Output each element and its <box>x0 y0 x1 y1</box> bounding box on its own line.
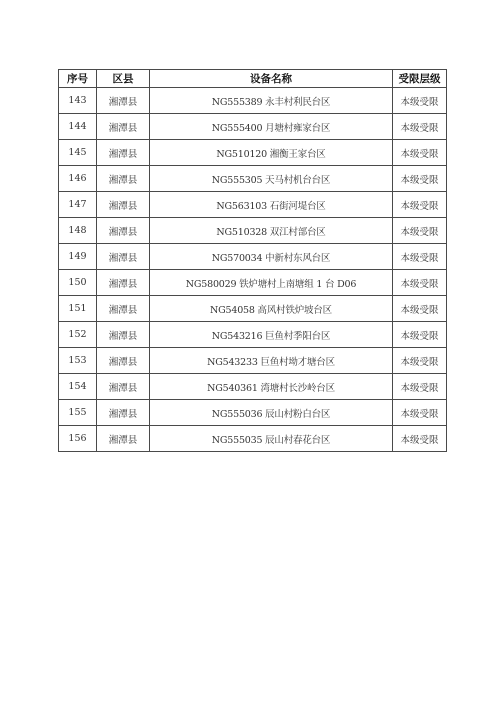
cell-device-name: NG570034 中新村东风台区 <box>150 244 393 270</box>
cell-no: 152 <box>59 322 97 348</box>
table-row <box>59 114 447 140</box>
cell-no: 154 <box>59 374 97 400</box>
cell-county: 湘潭县 <box>97 140 150 166</box>
cell-no: 155 <box>59 400 97 426</box>
table-row <box>59 374 447 400</box>
cell-device-name: NG543216 巨鱼村季阳台区 <box>150 322 393 348</box>
cell-county: 湘潭县 <box>97 400 150 426</box>
table-row <box>59 218 447 244</box>
cell-restriction-level: 本级受限 <box>393 166 447 192</box>
cell-county: 湘潭县 <box>97 270 150 296</box>
cell-restriction-level: 本级受限 <box>393 400 447 426</box>
cell-device-name: NG563103 石街河堤台区 <box>150 192 393 218</box>
cell-restriction-level: 本级受限 <box>393 114 447 140</box>
cell-device-name: NG540361 湾塘村长沙岭台区 <box>150 374 393 400</box>
header-restriction-level: 受限层级 <box>393 70 447 88</box>
cell-no: 153 <box>59 348 97 374</box>
cell-device-name: NG543233 巨鱼村坳才塘台区 <box>150 348 393 374</box>
cell-no: 145 <box>59 140 97 166</box>
cell-restriction-level: 本级受限 <box>393 322 447 348</box>
cell-restriction-level: 本级受限 <box>393 88 447 114</box>
restricted-device-table <box>58 69 447 452</box>
cell-county: 湘潭县 <box>97 426 150 452</box>
table-row <box>59 166 447 192</box>
cell-restriction-level: 本级受限 <box>393 296 447 322</box>
table-row <box>59 322 447 348</box>
cell-no: 156 <box>59 426 97 452</box>
header-device-name: 设备名称 <box>150 70 393 88</box>
cell-county: 湘潭县 <box>97 114 150 140</box>
cell-county: 湘潭县 <box>97 166 150 192</box>
cell-county: 湘潭县 <box>97 244 150 270</box>
cell-no: 148 <box>59 218 97 244</box>
table-body <box>59 88 447 452</box>
table-row <box>59 192 447 218</box>
cell-county: 湘潭县 <box>97 322 150 348</box>
cell-county: 湘潭县 <box>97 192 150 218</box>
table-row <box>59 140 447 166</box>
cell-no: 147 <box>59 192 97 218</box>
cell-device-name: NG580029 铁炉塘村上南塘组 1 台 D06 <box>150 270 393 296</box>
cell-restriction-level: 本级受限 <box>393 426 447 452</box>
cell-no: 149 <box>59 244 97 270</box>
cell-device-name: NG555036 辰山村粉白台区 <box>150 400 393 426</box>
cell-restriction-level: 本级受限 <box>393 348 447 374</box>
cell-county: 湘潭县 <box>97 88 150 114</box>
cell-county: 湘潭县 <box>97 218 150 244</box>
cell-restriction-level: 本级受限 <box>393 140 447 166</box>
cell-no: 144 <box>59 114 97 140</box>
cell-restriction-level: 本级受限 <box>393 218 447 244</box>
cell-device-name: NG555389 永丰村利民台区 <box>150 88 393 114</box>
table-header-row <box>59 70 447 88</box>
cell-restriction-level: 本级受限 <box>393 192 447 218</box>
header-no: 序号 <box>59 70 97 88</box>
cell-no: 143 <box>59 88 97 114</box>
cell-device-name: NG510328 双江村部台区 <box>150 218 393 244</box>
cell-restriction-level: 本级受限 <box>393 270 447 296</box>
cell-restriction-level: 本级受限 <box>393 244 447 270</box>
table-row <box>59 270 447 296</box>
cell-county: 湘潭县 <box>97 348 150 374</box>
table-row <box>59 400 447 426</box>
table-row <box>59 244 447 270</box>
cell-device-name: NG510120 湘衡王家台区 <box>150 140 393 166</box>
cell-device-name: NG555305 天马村机台台区 <box>150 166 393 192</box>
table-row <box>59 88 447 114</box>
cell-county: 湘潭县 <box>97 296 150 322</box>
table-row <box>59 426 447 452</box>
header-county: 区县 <box>97 70 150 88</box>
cell-device-name: NG555400 月塘村雍家台区 <box>150 114 393 140</box>
cell-restriction-level: 本级受限 <box>393 374 447 400</box>
cell-county: 湘潭县 <box>97 374 150 400</box>
table-row <box>59 296 447 322</box>
cell-device-name: NG54058 高风村铁炉坡台区 <box>150 296 393 322</box>
cell-device-name: NG555035 辰山村春花台区 <box>150 426 393 452</box>
cell-no: 146 <box>59 166 97 192</box>
cell-no: 150 <box>59 270 97 296</box>
cell-no: 151 <box>59 296 97 322</box>
table-row <box>59 348 447 374</box>
